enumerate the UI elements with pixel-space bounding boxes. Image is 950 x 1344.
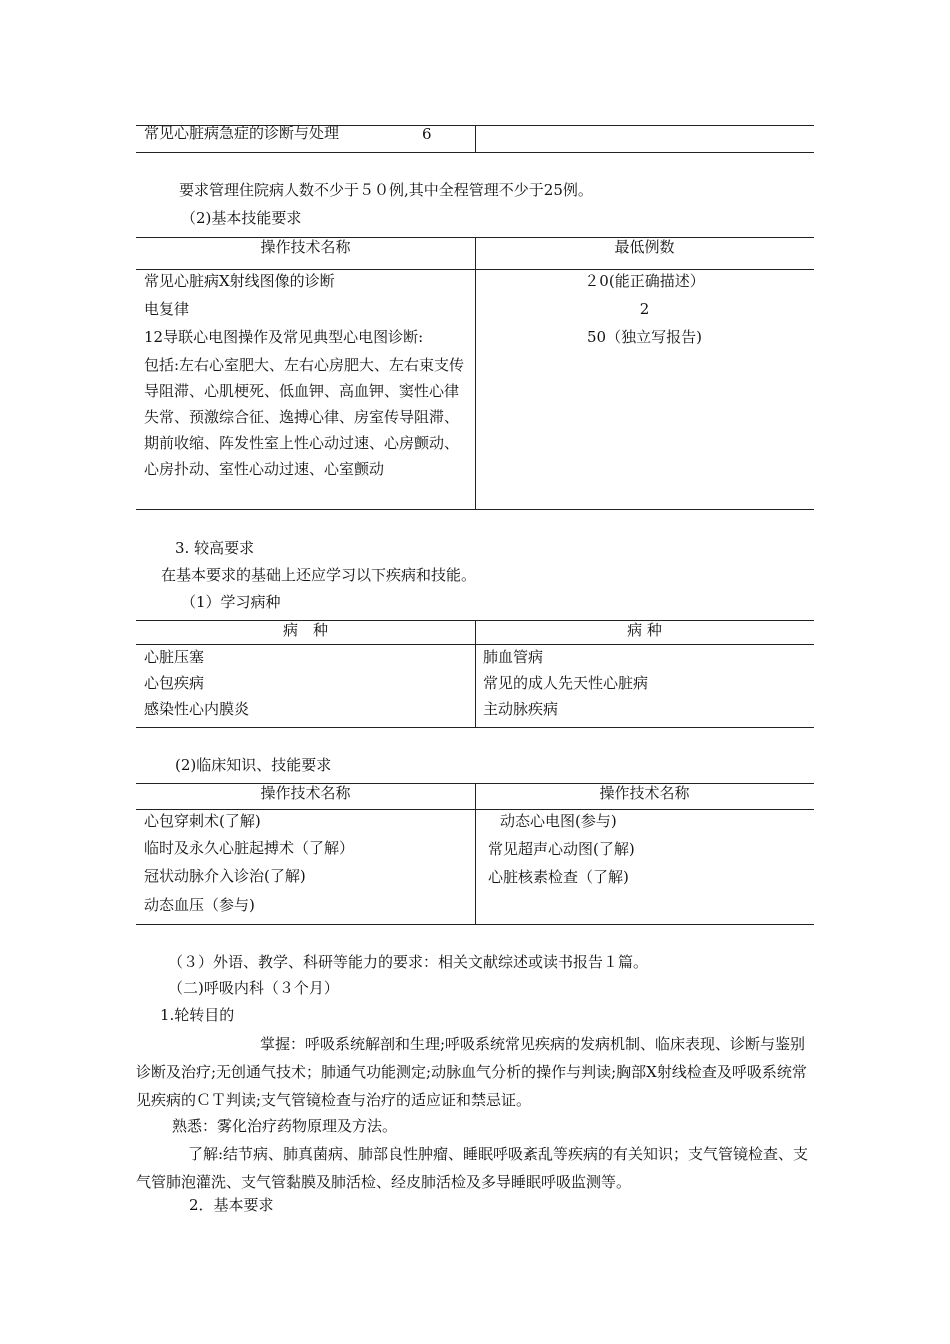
table1-detail: 包括:左右心室肥大、左右心房肥大、左右束支传导阻滞、心肌梗死、低血钾、高血钾、窦性心律失常、预激综合征、逸搏心律、房室传导阻滞、期前收缩、阵发性室上性心动过速、心房颤动、心房扑动、室性心动过速、心室颤动 [144, 356, 465, 478]
table2-right-3: 主动脉疾病 [483, 700, 559, 718]
table1-row2-name: 电复律 [144, 300, 190, 318]
table3-left-3: 冠状动脉介入诊治(了解) [144, 867, 306, 885]
table3-header-right: 操作技术名称 [599, 784, 690, 802]
note-cases: 要求管理住院病人数不少于５０例,其中全程管理不少于25例。 [179, 181, 593, 199]
table2-left-2: 心包疾病 [144, 674, 205, 692]
table2-right-1: 肺血管病 [483, 648, 544, 666]
paragraph-foreign-language: （３）外语、教学、科研等能力的要求：相关文献综述或读书报告１篇。 [168, 953, 649, 971]
section-clinical: (2)临床知识、技能要求 [175, 756, 332, 774]
paragraph-familiar: 熟悉：雾化治疗药物原理及方法。 [172, 1117, 398, 1135]
table0-bottom-rule [136, 152, 814, 153]
table1-row1-name: 常见心脏病X射线图像的诊断 [144, 272, 335, 290]
section3-heading: 3. 较高要求 [175, 539, 255, 557]
table1-row1-count: ２0(能正确描述） [584, 272, 705, 290]
paragraph-master: 掌握：呼吸系统解剖和生理;呼吸系统常见疾病的发病机制、临床表现、诊断与鉴别诊断及治疗;无创通气技术；肺通气功能测定;动脉血气分析的操作与判读;胸部X射线检查及呼吸系统常见疾病的ＣＴ判读;支气管镜检查与治疗的适应证和禁忌证。 [136, 1035, 807, 1109]
table1-header-name: 操作技术名称 [260, 238, 351, 256]
paragraph-goal-heading: 1.轮转目的 [160, 1006, 235, 1024]
table3-right-1: 动态心电图(参与) [500, 812, 617, 830]
table3-left-2: 临时及永久心脏起搏术（了解） [144, 839, 355, 857]
paragraph-respiratory-heading: （二)呼吸内科（３个月） [168, 979, 339, 997]
table3-right-3: 心脏核素检查（了解) [488, 868, 629, 886]
table3-divider [475, 783, 476, 924]
section-basic-skills: （2)基本技能要求 [181, 209, 302, 227]
table1-row2-count: 2 [639, 300, 650, 318]
table3-right-2: 常见超声心动图(了解) [488, 840, 635, 858]
paragraph-understand: 了解:结节病、肺真菌病、肺部良性肿瘤、睡眠呼吸紊乱等疾病的有关知识；支气管镜检查、支气管肺泡灌洗、支气管黏膜及肺活检、经皮肺活检及多导睡眠呼吸监测等。 [136, 1145, 809, 1191]
table0-cell-count: 6 [422, 125, 432, 143]
section3-intro: 在基本要求的基础上还应学习以下疾病和技能。 [161, 566, 477, 584]
table3-left-4: 动态血压（参与) [144, 896, 255, 914]
table1-bottom-rule [136, 509, 814, 510]
table1-row3-count: 50（独立写报告) [587, 328, 702, 346]
table2-right-2: 常见的成人先天性心脏病 [483, 674, 649, 692]
table1-row3-name: 12导联心电图操作及常见典型心电图诊断: [144, 328, 424, 346]
table3-left-1: 心包穿刺术(了解) [144, 812, 261, 830]
table2-left-3: 感染性心内膜炎 [144, 700, 250, 718]
table2-header-right: 病 种 [627, 621, 662, 639]
table2-header-left: 病 种 [282, 621, 328, 639]
table2-left-1: 心脏压塞 [144, 648, 205, 666]
paragraph-basic-heading: 2．基本要求 [189, 1196, 274, 1214]
table0-cell-name: 常见心脏病急症的诊断与处理 [144, 124, 340, 142]
table3-bottom-rule [136, 924, 814, 925]
table3-header-left: 操作技术名称 [260, 784, 351, 802]
table0-divider [475, 125, 476, 152]
table2-bottom-rule [136, 727, 814, 728]
section-diseases: （1）学习病种 [181, 593, 281, 611]
table1-header-count: 最低例数 [614, 238, 675, 256]
